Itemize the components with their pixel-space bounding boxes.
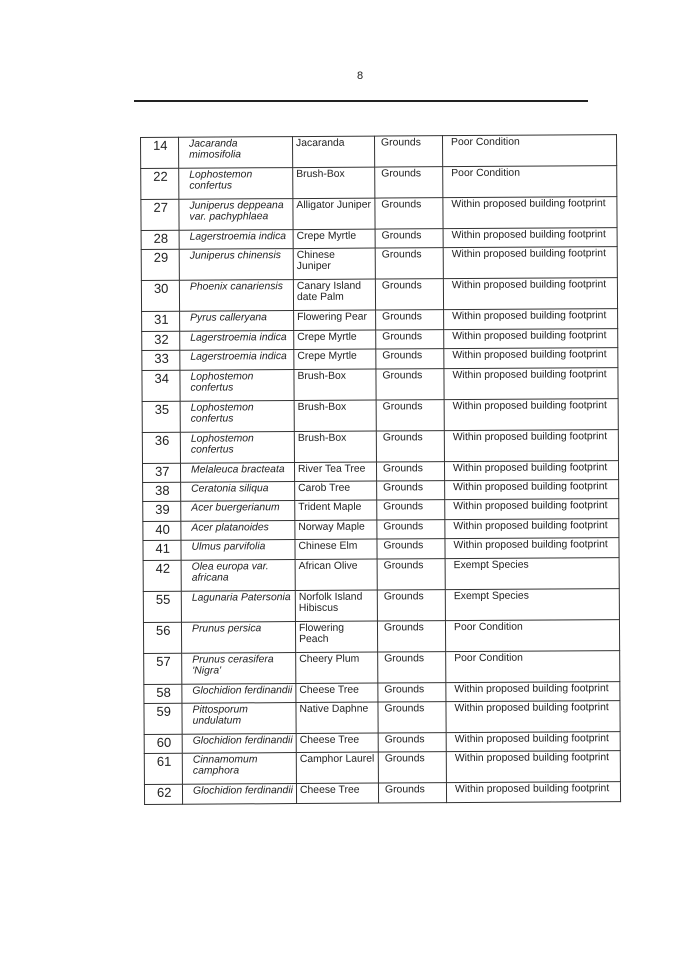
location: Grounds bbox=[377, 519, 445, 539]
tree-number: 36 bbox=[142, 432, 180, 463]
tree-number: 35 bbox=[142, 401, 180, 432]
table-row bbox=[142, 367, 618, 401]
location: Grounds bbox=[378, 733, 446, 753]
tree-number: 39 bbox=[143, 502, 181, 522]
tree-removal-table bbox=[140, 134, 621, 805]
location: Grounds bbox=[377, 500, 445, 520]
species-name: Pittosporum undulatum bbox=[182, 702, 296, 734]
removal-reason: Within proposed building footprint bbox=[445, 480, 619, 500]
tree-number: 28 bbox=[141, 230, 179, 250]
common-name: Carob Tree bbox=[295, 481, 377, 501]
table-row bbox=[141, 197, 617, 231]
location: Grounds bbox=[376, 368, 444, 399]
removal-reason: Within proposed building footprint bbox=[444, 309, 618, 329]
tree-number: 57 bbox=[144, 653, 182, 684]
common-name: River Tea Tree bbox=[294, 462, 376, 482]
common-name: Chinese Juniper bbox=[293, 248, 375, 280]
tree-number: 62 bbox=[144, 785, 182, 805]
species-name: Lophostemon confertus bbox=[180, 400, 294, 432]
species-name: Glochidion ferdinandii bbox=[182, 784, 296, 804]
common-name: African Olive bbox=[295, 559, 377, 591]
removal-reason: Poor Condition bbox=[443, 166, 617, 198]
location: Grounds bbox=[376, 430, 444, 461]
species-name: Acer platanoides bbox=[181, 520, 295, 540]
tree-number: 58 bbox=[144, 684, 182, 704]
common-name: Norway Maple bbox=[295, 520, 377, 540]
tree-number: 34 bbox=[142, 370, 180, 401]
table-row bbox=[141, 166, 617, 200]
tree-number: 61 bbox=[144, 754, 182, 785]
location: Grounds bbox=[376, 349, 444, 369]
header-rule bbox=[134, 100, 588, 102]
removal-reason: Within proposed building footprint bbox=[445, 518, 619, 538]
location: Grounds bbox=[375, 248, 443, 279]
species-name: Lagerstroemia indica bbox=[180, 350, 294, 370]
species-name: Lagerstroemia indica bbox=[180, 330, 294, 350]
removal-reason: Within proposed building footprint bbox=[445, 499, 619, 519]
table-row bbox=[144, 782, 620, 805]
page-number: 8 bbox=[356, 70, 364, 82]
removal-reason: Within proposed building footprint bbox=[443, 228, 617, 248]
location: Grounds bbox=[377, 558, 445, 589]
location: Grounds bbox=[376, 399, 444, 430]
common-name: Norfolk Island Hibiscus bbox=[295, 590, 377, 622]
species-name: Lagunaria Patersonia bbox=[181, 590, 295, 622]
location: Grounds bbox=[376, 461, 444, 481]
location: Grounds bbox=[377, 539, 445, 559]
tree-number: 60 bbox=[144, 734, 182, 754]
common-name: Cheese Tree bbox=[296, 733, 378, 753]
table-row bbox=[143, 588, 619, 622]
removal-reason: Poor Condition bbox=[445, 619, 619, 651]
species-name: Phoenix canariensis bbox=[179, 280, 293, 312]
tree-number: 38 bbox=[143, 482, 181, 502]
removal-reason: Within proposed building footprint bbox=[443, 197, 617, 229]
common-name: Brush-Box bbox=[293, 167, 375, 199]
removal-reason: Exempt Species bbox=[445, 557, 619, 589]
tree-number: 40 bbox=[143, 521, 181, 541]
species-name: Prunus cerasifera 'Nigra' bbox=[182, 652, 296, 684]
removal-reason: Within proposed building footprint bbox=[444, 429, 618, 461]
common-name: Camphor Laurel bbox=[296, 752, 378, 784]
location: Grounds bbox=[375, 167, 443, 198]
tree-number: 33 bbox=[142, 350, 180, 370]
location: Grounds bbox=[378, 682, 446, 702]
species-name: Lagerstroemia indica bbox=[179, 230, 293, 250]
common-name: Cheery Plum bbox=[296, 652, 378, 684]
tree-number: 41 bbox=[143, 540, 181, 560]
tree-number: 22 bbox=[141, 168, 179, 199]
tree-number: 30 bbox=[141, 281, 179, 312]
removal-reason: Within proposed building footprint bbox=[443, 247, 617, 279]
location: Grounds bbox=[375, 279, 443, 310]
location: Grounds bbox=[375, 198, 443, 229]
species-name: Lophostemon confertus bbox=[180, 369, 294, 401]
tree-number: 32 bbox=[142, 331, 180, 351]
species-name: Ceratonia siliqua bbox=[181, 482, 295, 502]
tree-number: 14 bbox=[141, 137, 179, 168]
location: Grounds bbox=[378, 702, 446, 733]
common-name: Brush-Box bbox=[294, 400, 376, 432]
table-row bbox=[144, 701, 620, 735]
common-name: Canary Island date Palm bbox=[293, 280, 375, 312]
species-name: Ulmus parvifolia bbox=[181, 540, 295, 560]
common-name: Brush-Box bbox=[294, 431, 376, 463]
table-row bbox=[144, 650, 620, 684]
tree-number: 31 bbox=[142, 312, 180, 332]
tree-table-container bbox=[140, 134, 620, 805]
table-row bbox=[143, 557, 619, 591]
table-row bbox=[141, 247, 617, 281]
location: Grounds bbox=[378, 651, 446, 682]
species-name: Juniperus chinensis bbox=[179, 249, 293, 281]
tree-number: 55 bbox=[143, 591, 181, 622]
removal-reason: Within proposed building footprint bbox=[445, 538, 619, 558]
tree-number: 56 bbox=[143, 622, 181, 653]
common-name: Crepe Myrtle bbox=[294, 349, 376, 369]
removal-reason: Within proposed building footprint bbox=[443, 278, 617, 310]
table-row bbox=[141, 135, 617, 169]
location: Grounds bbox=[377, 620, 445, 651]
removal-reason: Within proposed building footprint bbox=[446, 681, 620, 701]
table-row bbox=[143, 619, 619, 653]
common-name: Cheese Tree bbox=[296, 683, 378, 703]
species-name: Glochidion ferdinandii bbox=[182, 734, 296, 754]
location: Grounds bbox=[377, 481, 445, 501]
removal-reason: Within proposed building footprint bbox=[446, 732, 620, 752]
common-name: Jacaranda bbox=[293, 136, 375, 168]
species-name: Juniperus deppeana var. pachyphlaea bbox=[179, 199, 293, 231]
removal-reason: Poor Condition bbox=[442, 135, 616, 167]
species-name: Cinnamomum camphora bbox=[182, 753, 296, 785]
common-name: Alligator Juniper bbox=[293, 198, 375, 230]
species-name: Lophostemon confertus bbox=[179, 168, 293, 200]
species-name: Glochidion ferdinandii bbox=[182, 683, 296, 703]
removal-reason: Within proposed building footprint bbox=[444, 328, 618, 348]
common-name: Crepe Myrtle bbox=[293, 229, 375, 249]
common-name: Native Daphne bbox=[296, 702, 378, 734]
common-name: Chinese Elm bbox=[295, 539, 377, 559]
species-name: Lophostemon confertus bbox=[180, 431, 294, 463]
removal-reason: Within proposed building footprint bbox=[444, 367, 618, 399]
table-row bbox=[141, 278, 617, 312]
tree-number: 37 bbox=[142, 463, 180, 483]
removal-reason: Within proposed building footprint bbox=[446, 701, 620, 733]
tree-number: 59 bbox=[144, 703, 182, 734]
species-name: Pyrus calleryana bbox=[180, 311, 294, 331]
tree-number: 27 bbox=[141, 199, 179, 230]
common-name: Flowering Peach bbox=[295, 621, 377, 653]
table-row bbox=[144, 751, 620, 785]
common-name: Trident Maple bbox=[295, 500, 377, 520]
table-row bbox=[142, 398, 618, 432]
location: Grounds bbox=[376, 310, 444, 330]
removal-reason: Within proposed building footprint bbox=[446, 782, 620, 803]
species-name: Jacaranda mimosifolia bbox=[179, 137, 293, 169]
location: Grounds bbox=[376, 329, 444, 349]
species-name: Olea europa var. africana bbox=[181, 559, 295, 591]
removal-reason: Within proposed building footprint bbox=[444, 460, 618, 480]
common-name: Brush-Box bbox=[294, 369, 376, 401]
location: Grounds bbox=[374, 136, 442, 167]
location: Grounds bbox=[378, 752, 446, 783]
table-row bbox=[142, 429, 618, 463]
common-name: Flowering Pear bbox=[294, 311, 376, 331]
tree-number: 29 bbox=[141, 250, 179, 281]
location: Grounds bbox=[378, 783, 446, 803]
removal-reason: Exempt Species bbox=[445, 588, 619, 620]
common-name: Crepe Myrtle bbox=[294, 330, 376, 350]
removal-reason: Within proposed building footprint bbox=[444, 398, 618, 430]
location: Grounds bbox=[377, 589, 445, 620]
location: Grounds bbox=[375, 229, 443, 249]
removal-reason: Within proposed building footprint bbox=[444, 348, 618, 368]
removal-reason: Within proposed building footprint bbox=[446, 751, 620, 783]
species-name: Melaleuca bracteata bbox=[180, 462, 294, 482]
tree-number: 42 bbox=[143, 560, 181, 591]
species-name: Acer buergerianum bbox=[181, 501, 295, 521]
removal-reason: Poor Condition bbox=[446, 650, 620, 682]
common-name: Cheese Tree bbox=[296, 783, 378, 803]
table-body bbox=[141, 135, 621, 805]
species-name: Prunus persica bbox=[181, 621, 295, 653]
